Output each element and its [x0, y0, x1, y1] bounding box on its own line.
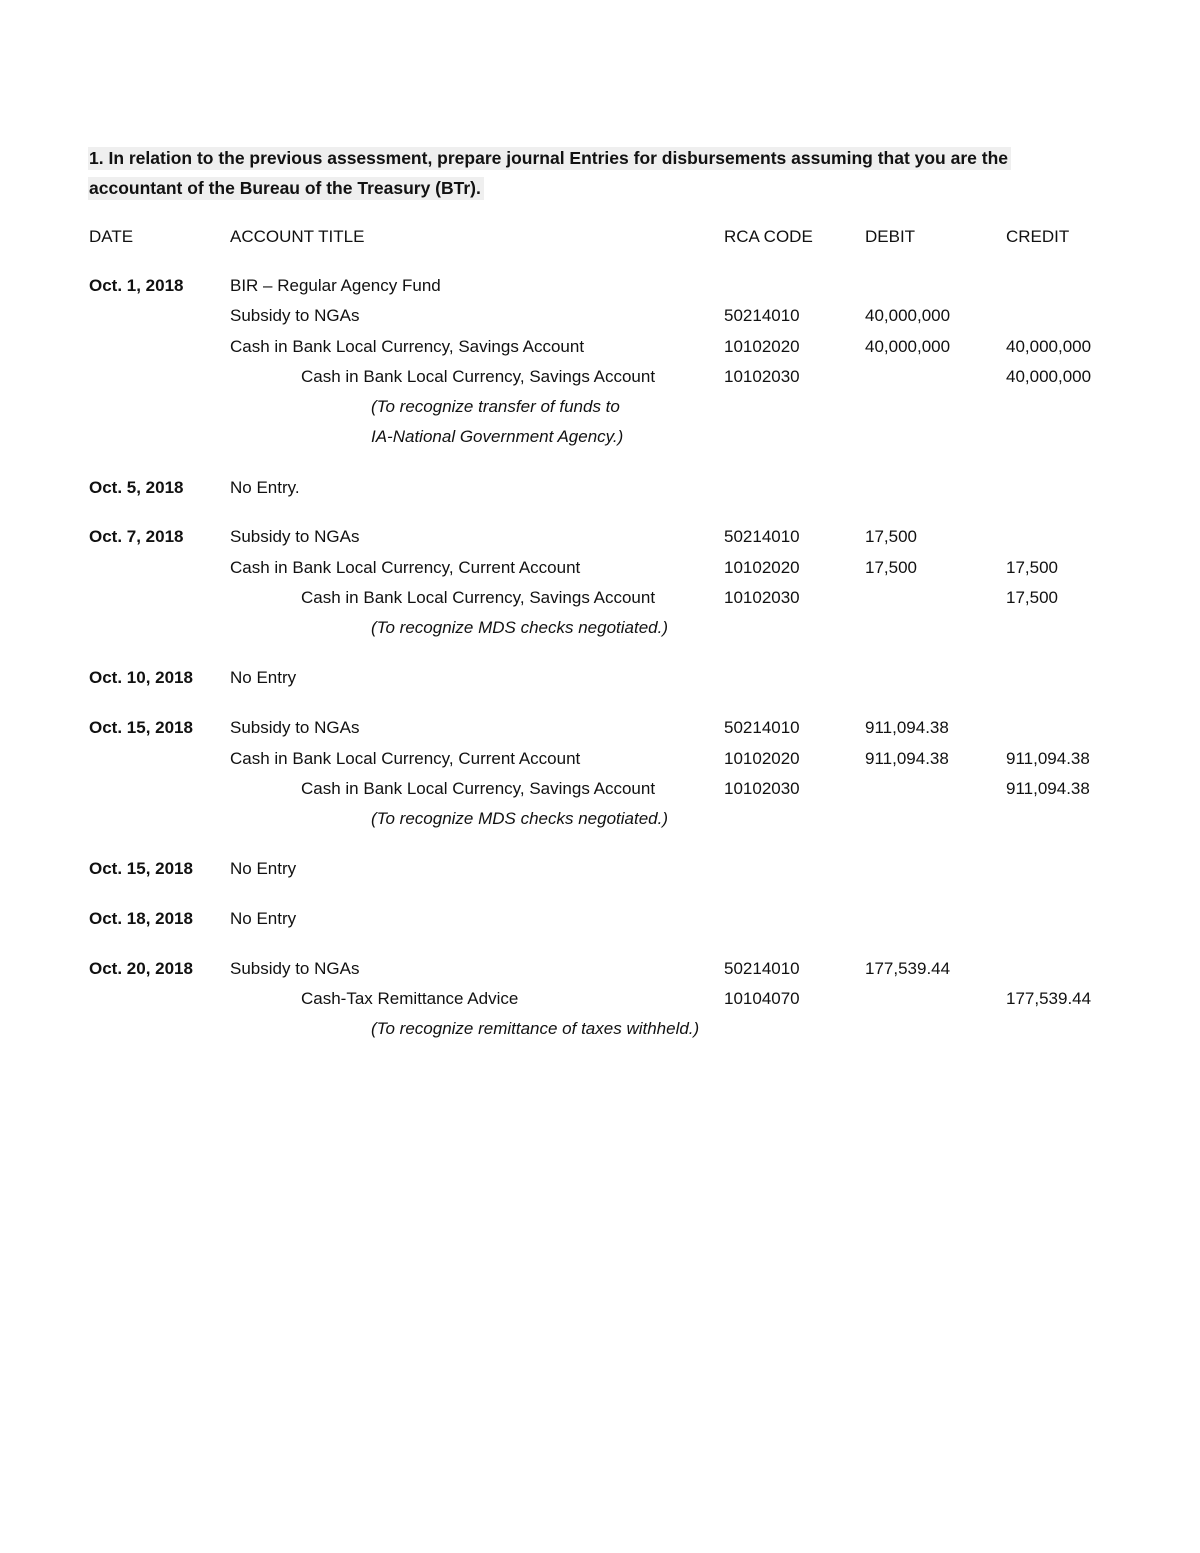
- rca-code: 10102020: [724, 558, 800, 577]
- account-title: Cash in Bank Local Currency, Current Account: [230, 558, 581, 577]
- account-title: Cash in Bank Local Currency, Savings Account: [301, 779, 656, 798]
- credit-amount: 40,000,000: [1006, 367, 1092, 386]
- rca-code: 10102030: [724, 779, 800, 798]
- debit-amount: 17,500: [865, 558, 917, 577]
- rca-code: 10102030: [724, 588, 800, 607]
- account-title: Cash in Bank Local Currency, Savings Account: [301, 367, 656, 386]
- debit-amount: 911,094.38: [865, 749, 949, 768]
- rca-code: 10102020: [724, 337, 800, 356]
- account-title: Cash in Bank Local Currency, Current Account: [230, 749, 581, 768]
- credit-amount: 17,500: [1006, 588, 1058, 607]
- entry-explanation: (To recognize MDS checks negotiated.): [371, 809, 669, 828]
- account-title: No Entry: [230, 859, 297, 878]
- entry-date: Oct. 10, 2018: [89, 668, 193, 687]
- rca-code: 10102030: [724, 367, 800, 386]
- rca-code: 10104070: [724, 989, 800, 1008]
- account-title: No Entry: [230, 909, 297, 928]
- entry-date: Oct. 7, 2018: [89, 527, 184, 546]
- account-title: Subsidy to NGAs: [230, 718, 360, 737]
- rca-code: 50214010: [724, 527, 800, 546]
- entry-date: Oct. 1, 2018: [89, 276, 184, 295]
- credit-amount: 911,094.38: [1006, 779, 1090, 798]
- account-title: Cash-Tax Remittance Advice: [301, 989, 519, 1008]
- rca-code: 50214010: [724, 306, 800, 325]
- rca-code: 10102020: [724, 749, 800, 768]
- header-date: DATE: [89, 227, 134, 246]
- entry-date: Oct. 5, 2018: [89, 478, 184, 497]
- header-account-title: ACCOUNT TITLE: [230, 227, 365, 246]
- header-credit: CREDIT: [1006, 227, 1070, 246]
- entry-explanation: IA-National Government Agency.): [371, 427, 624, 446]
- credit-amount: 40,000,000: [1006, 337, 1092, 356]
- account-title: Cash in Bank Local Currency, Savings Account: [301, 588, 656, 607]
- account-title: Subsidy to NGAs: [230, 306, 360, 325]
- account-title: No Entry: [230, 668, 297, 687]
- credit-amount: 177,539.44: [1006, 989, 1092, 1008]
- entry-explanation: (To recognize transfer of funds to: [371, 397, 620, 416]
- entry-date: Oct. 15, 2018: [89, 859, 193, 878]
- account-title: Cash in Bank Local Currency, Savings Account: [230, 337, 585, 356]
- rca-code: 50214010: [724, 718, 800, 737]
- account-title: Subsidy to NGAs: [230, 959, 360, 978]
- debit-amount: 911,094.38: [865, 718, 949, 737]
- debit-amount: 17,500: [865, 527, 917, 546]
- debit-amount: 40,000,000: [865, 306, 951, 325]
- question-line-1: 1. In relation to the previous assessment, prepare journal Entries for disbursements assuming that you are the: [88, 147, 1011, 170]
- account-title: Subsidy to NGAs: [230, 527, 360, 546]
- rca-code: 50214010: [724, 959, 800, 978]
- question-line-2: accountant of the Bureau of the Treasury (BTr).: [88, 177, 484, 200]
- entry-date: Oct. 20, 2018: [89, 959, 193, 978]
- credit-amount: 17,500: [1006, 558, 1058, 577]
- question-text: [88, 143, 1078, 203]
- account-title: No Entry.: [230, 478, 300, 497]
- credit-amount: 911,094.38: [1006, 749, 1090, 768]
- debit-amount: 177,539.44: [865, 959, 951, 978]
- entry-explanation: (To recognize MDS checks negotiated.): [371, 618, 669, 637]
- entry-date: Oct. 15, 2018: [89, 718, 193, 737]
- entry-explanation: (To recognize remittance of taxes withheld.): [371, 1019, 700, 1038]
- header-rca-code: RCA CODE: [724, 227, 813, 246]
- account-title: BIR – Regular Agency Fund: [230, 276, 441, 295]
- entry-date: Oct. 18, 2018: [89, 909, 193, 928]
- header-debit: DEBIT: [865, 227, 916, 246]
- debit-amount: 40,000,000: [865, 337, 951, 356]
